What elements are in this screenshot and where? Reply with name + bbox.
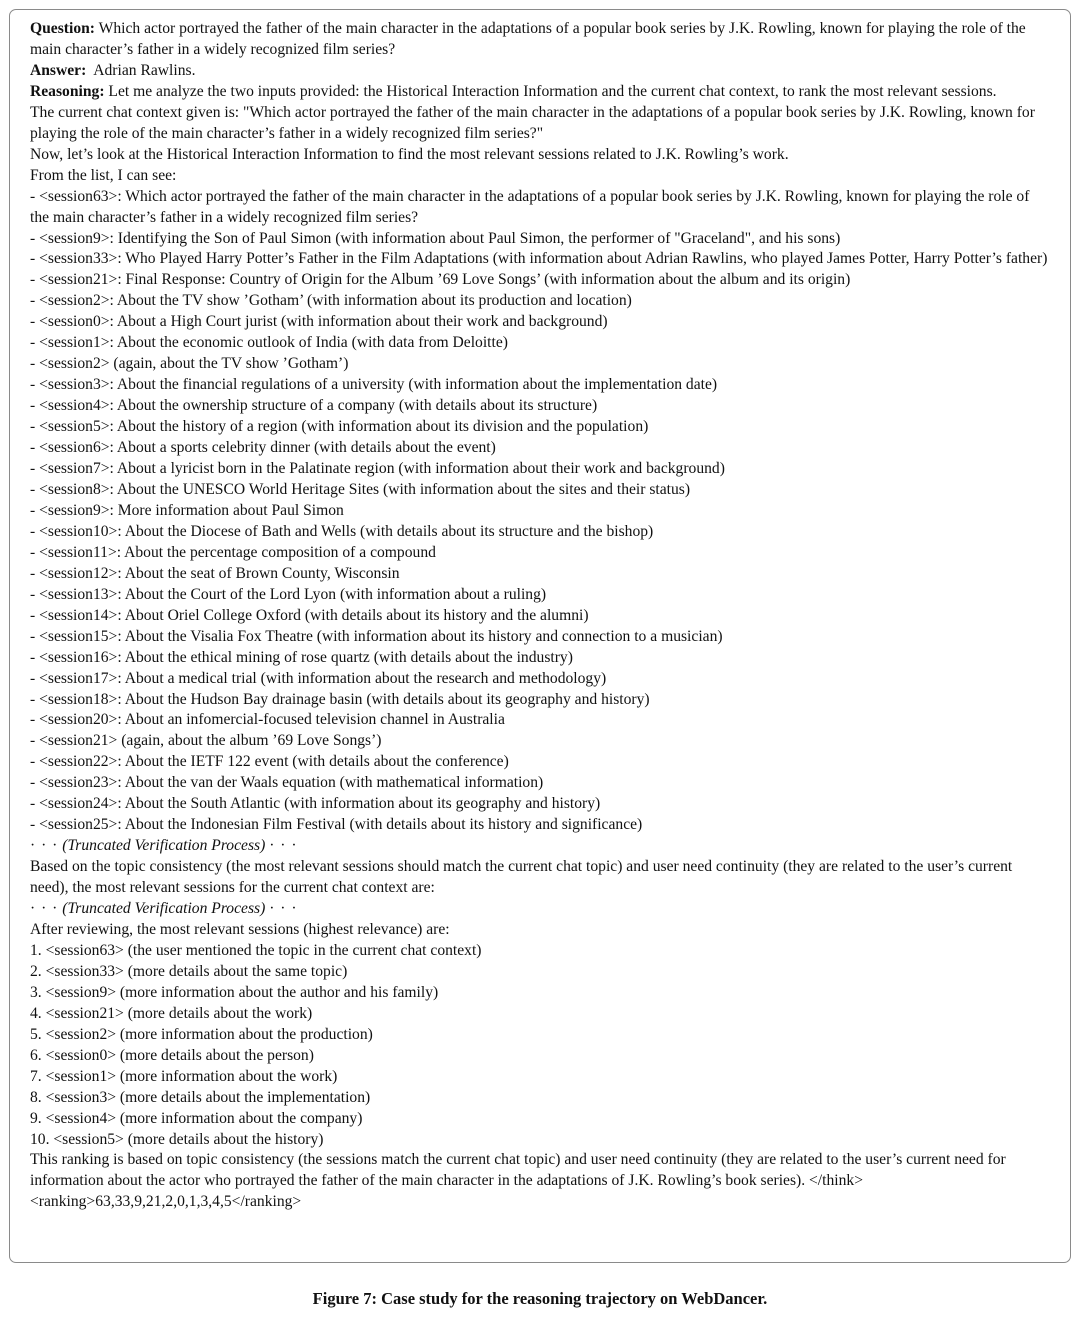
session-item: - <session14>: About Oriel College Oxford (with details about its history and the alumni) xyxy=(30,606,589,624)
session-item: - <session12>: About the seat of Brown County, Wisconsin xyxy=(30,564,400,582)
session-item: - <session9>: More information about Paul Simon xyxy=(30,501,344,519)
ranking-item: 9. <session4> (more information about the company) xyxy=(30,1109,363,1127)
ellipsis: · · · xyxy=(30,837,59,855)
session-item: - <session25>: About the Indonesian Film Festival (with details about its history and significance) xyxy=(30,816,643,834)
ellipsis: · · · xyxy=(30,900,59,918)
session-item: - <session22>: About the IETF 122 event (with details about the conference) xyxy=(30,753,509,771)
session-item: - <session21> (again, about the album ’69 Love Songs’) xyxy=(30,732,382,750)
ranking-item: 8. <session3> (more details about the implementation) xyxy=(30,1088,371,1106)
reasoning-paragraph xyxy=(30,82,1051,103)
reasoning-label: Reasoning: xyxy=(30,82,105,100)
session-item: - <session5>: About the history of a region (with information about its division and the population) xyxy=(30,418,649,436)
session-item: - <session7>: About a lyricist born in the Palatinate region (with information about their work and background) xyxy=(30,460,725,478)
after-line: After reviewing, the most relevant sessions (highest relevance) are: xyxy=(30,920,450,938)
session-item: - <session0>: About a High Court jurist (with information about their work and background) xyxy=(30,313,608,331)
session-item: - <session33>: Who Played Harry Potter’s Father in the Film Adaptations (with information about Adrian Rawlins, who played James Potter, Harry Potter’s father) xyxy=(30,250,1048,268)
session-item: - <session6>: About a sports celebrity dinner (with details about the event) xyxy=(30,439,496,457)
answer-text: Adrian Rawlins. xyxy=(93,61,196,79)
ellipsis: · · · xyxy=(269,900,298,918)
session-item: - <session20>: About an infomercial-focused television channel in Australia xyxy=(30,711,505,729)
ranking-item: 3. <session9> (more information about the author and his family) xyxy=(30,983,439,1001)
session-item: - <session23>: About the van der Waals equation (with mathematical information) xyxy=(30,774,544,792)
question-paragraph xyxy=(30,19,1051,61)
answer-paragraph xyxy=(30,61,1051,82)
truncated-note xyxy=(30,836,1051,857)
ranking-item: 10. <session5> (more details about the history) xyxy=(30,1130,324,1148)
session-item: - <session3>: About the financial regulations of a university (with information about the implementation date) xyxy=(30,376,718,394)
context-line: The current chat context given is: "Which actor portrayed the father of the main character in the adaptations of a popular book series by J.K. Rowling, known for playing the role of the main character’s father in a widely recognized film series?" xyxy=(30,103,1035,142)
reasoning-text: Let me analyze the two inputs provided: the Historical Interaction Information and the current chat context, to rank the most relevant sessions. xyxy=(108,82,997,100)
session-item: - <session1>: About the economic outlook of India (with data from Deloitte) xyxy=(30,334,508,352)
session-item: - <session21>: Final Response: Country of Origin for the Album ’69 Love Songs’ (with information about the album and its origin) xyxy=(30,271,851,289)
session-item: - <session8>: About the UNESCO World Heritage Sites (with information about the sites and their status) xyxy=(30,480,691,498)
look-line: Now, let’s look at the Historical Interaction Information to find the most relevant sessions related to J.K. Rowling’s work. xyxy=(30,145,789,163)
session-item: - <session18>: About the Hudson Bay drainage basin (with details about its geography and history) xyxy=(30,690,650,708)
session-item: - <session17>: About a medical trial (with information about the research and methodology) xyxy=(30,669,607,687)
session-item: - <session11>: About the percentage composition of a compound xyxy=(30,543,436,561)
question-label: Question: xyxy=(30,20,95,37)
from-list-line: From the list, I can see: xyxy=(30,166,177,184)
session-item: - <session63>: Which actor portrayed the father of the main character in the adaptations of a popular book series by J.K. Rowling, known for playing the role of the main character’s father in a widely recognized film series? xyxy=(30,187,1030,226)
session-item: - <session2> (again, about the TV show ’Gotham’) xyxy=(30,355,349,373)
session-item: - <session15>: About the Visalia Fox Theatre (with information about its history and connection to a musician) xyxy=(30,627,723,645)
figure-caption: Figure 7: Case study for the reasoning trajectory on WebDancer. xyxy=(312,1289,768,1308)
session-item: - <session16>: About the ethical mining of rose quartz (with details about the industry) xyxy=(30,648,573,666)
session-item: - <session24>: About the South Atlantic (with information about its geography and history) xyxy=(30,795,601,813)
ranking-list xyxy=(30,941,1051,1151)
ranking-tag: <ranking>63,33,9,21,2,0,1,3,4,5</ranking> xyxy=(30,1193,302,1211)
case-study-box xyxy=(9,9,1071,1263)
final-line: This ranking is based on topic consistency (the sessions match the current chat topic) and user need continuity (they are related to the user’s current need for information about the actor who portrayed the father of the main character in the adaptations of J.K. Rowling’s book series). </think> xyxy=(30,1151,1006,1190)
session-item: - <session9>: Identifying the Son of Paul Simon (with information about Paul Simon, the performer of "Graceland", and his sons) xyxy=(30,229,841,247)
ranking-item: 7. <session1> (more information about the work) xyxy=(30,1067,338,1085)
truncated-label: (Truncated Verification Process) xyxy=(62,837,266,855)
based-line: Based on the topic consistency (the most relevant sessions should match the current chat topic) and user need continuity (they are related to the user’s current need), the most relevant sessions for the current chat context are: xyxy=(30,858,1013,897)
session-list xyxy=(30,187,1051,837)
question-text: Which actor portrayed the father of the main character in the adaptations of a popular book series by J.K. Rowling, known for playing the role of the main character’s father in a widely recognized film series? xyxy=(30,20,1026,58)
ellipsis: · · · xyxy=(269,837,298,855)
session-item: - <session10>: About the Diocese of Bath and Wells (with details about its structure and the bishop) xyxy=(30,522,654,540)
ranking-item: 5. <session2> (more information about the production) xyxy=(30,1025,373,1043)
ranking-item: 6. <session0> (more details about the person) xyxy=(30,1046,314,1064)
answer-label: Answer: xyxy=(30,61,87,79)
session-item: - <session2>: About the TV show ’Gotham’ (with information about its production and location) xyxy=(30,292,632,310)
truncated-label: (Truncated Verification Process) xyxy=(62,900,266,918)
ranking-item: 1. <session63> (the user mentioned the topic in the current chat context) xyxy=(30,941,482,959)
session-item: - <session13>: About the Court of the Lord Lyon (with information about a ruling) xyxy=(30,585,547,603)
truncated-note xyxy=(30,899,1051,920)
ranking-item: 2. <session33> (more details about the same topic) xyxy=(30,962,348,980)
ranking-item: 4. <session21> (more details about the work) xyxy=(30,1004,313,1022)
session-item: - <session4>: About the ownership structure of a company (with details about its structure) xyxy=(30,397,598,415)
